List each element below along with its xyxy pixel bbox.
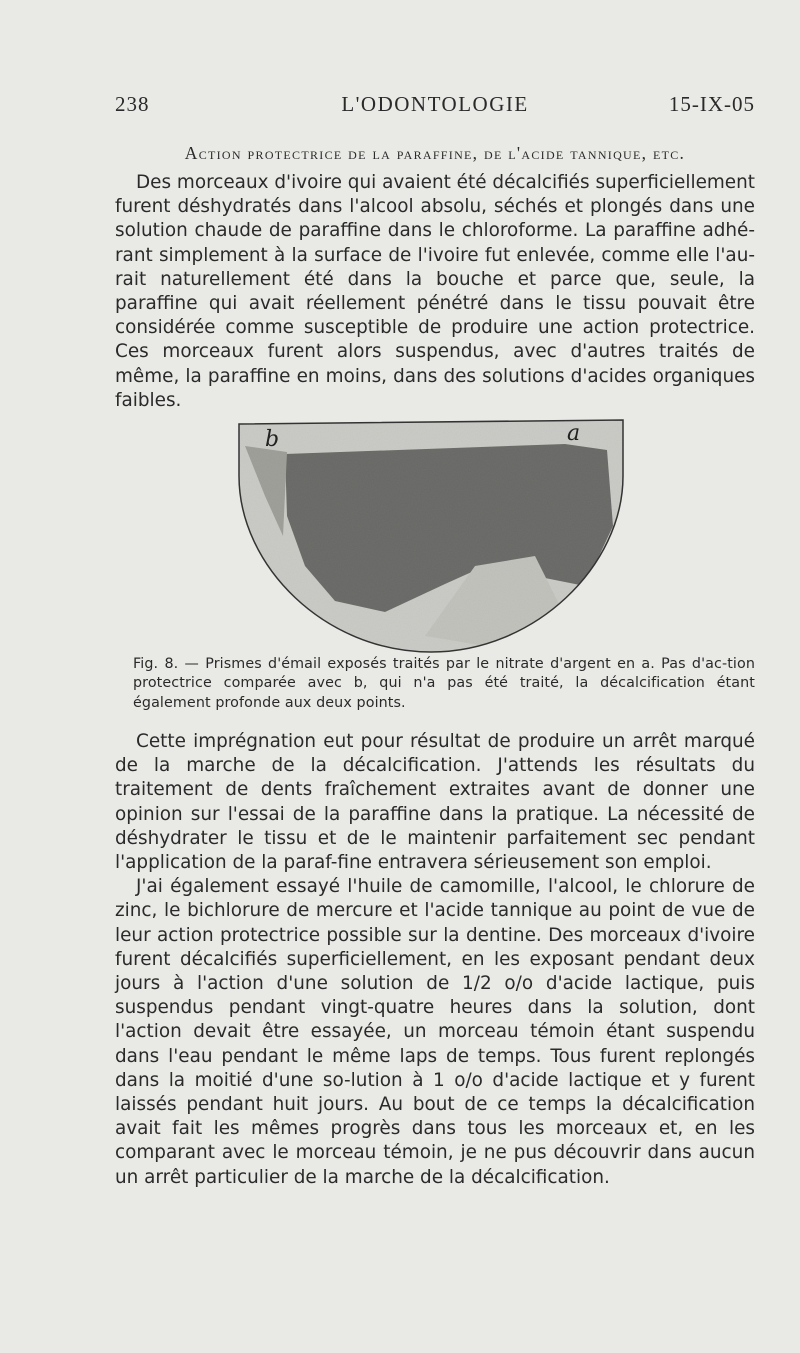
figure-photo [235,416,627,656]
figure-caption [133,655,755,713]
photo-plate [235,416,627,656]
paragraph: Des morceaux d'ivoire qui avaient été décalcifiés superficiellement furent déshydratés dans l'alcool absolu, séchés et plongés dans une solution chaude de paraffine dans le chloroforme. La paraffine adhé-rant simplement à la surface de l'ivoire fut enlevée, comme elle l'au-rait naturellement été dans la bouche et parce que, seule, la paraffine qui avait réellement pénétré dans le tissu pouvait être considérée comme susceptible de produire une action protectrice. Ces morceaux furent alors suspendus, avec d'autres traités de même, la paraffine en moins, dans des solutions d'acides organiques faibles. [115,172,755,411]
caption-text: Prismes d'émail exposés traités par le nitrate d'argent en a. Pas d'ac-tion protectrice comparée avec b, qui n'a pas été traité, la décalcification étant également profonde aux deux points. [133,656,755,711]
running-head [115,92,755,120]
caption-prefix: Fig. 8. — [133,656,206,672]
journal-title: L'ODONTOLOGIE [341,92,529,116]
issue-date: 15-IX-05 [668,92,755,116]
section-title: Action protectrice de la paraffine, de l'acide tannique, etc. [184,143,686,163]
body-text-top [115,171,755,413]
page-number: 238 [115,92,150,116]
paragraph: Cette imprégnation eut pour résultat de produire un arrêt marqué de la marche de la décalcification. J'attends les résultats du traitement de dents fraîchement extraites avant de donner une opinion sur l'essai de la paraffine dans la pratique. La nécessité de déshydrater le tissu et de le maintenir parfaitement sec pendant l'application de la paraf-fine entravera sérieusement son emploi. [115,731,755,874]
body-text-bottom [115,730,755,1190]
paragraph: J'ai également essayé l'huile de camomille, l'alcool, le chlorure de zinc, le bichlorure de mercure et l'acide tannique au point de vue de leur action protectrice possible sur la dentine. Des morceaux d'ivoire furent décalcifiés superficiellement, en les exposant pendant deux jours à l'action d'une solution de 1/2 o/o d'acide lactique, puis suspendus pendant vingt-quatre heures dans la solution, dont l'action devait être essayée, un morceau témoin étant suspendu dans l'eau pendant le même laps de temps. Tous furent replongés dans la moitié d'une so-lution à 1 o/o d'acide lactique et y furent laissés pendant huit jours. Au bout de ce temps la décalcification avait fait les mêmes progrès dans tous les morceaux et, en les comparant avec le morceau témoin, je ne pus découvrir dans aucun un arrêt particulier de la marche de la décalcification. [115,876,755,1188]
figure-label-a: a [567,421,581,446]
figure-label-b: b [265,427,280,452]
